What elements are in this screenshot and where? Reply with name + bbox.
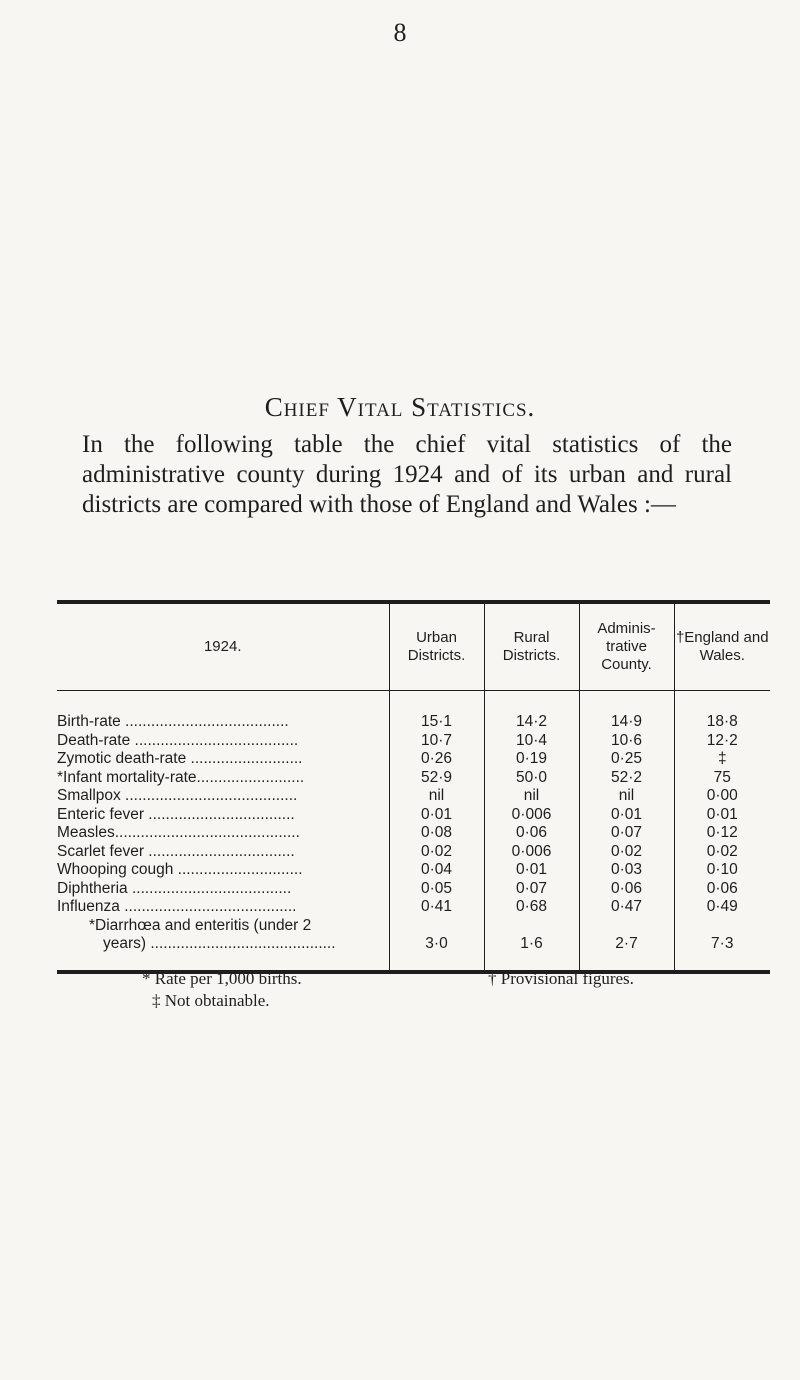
row-value: 10·4: [484, 732, 579, 751]
row-value: 0·08: [389, 824, 484, 843]
row-value: 10·6: [579, 732, 674, 751]
row-value: 18·8: [674, 713, 770, 732]
row-value: 0·03: [579, 861, 674, 880]
row-value: nil: [579, 787, 674, 806]
row-label: *Diarrhœa and enteritis (under 2: [89, 916, 312, 934]
row-value: 0·01: [579, 806, 674, 825]
table-row: [57, 806, 770, 825]
section-heading: Chief Vital Statistics.: [264, 392, 536, 422]
intro-paragraph: In the following table the chief vital statistics of the administrative county during 1924 and of its urban and rural districts are compared with those of England and Wales :—: [82, 431, 732, 518]
row-value: 0·01: [484, 861, 579, 880]
table-row: [57, 732, 770, 751]
row-value: 1·6: [484, 935, 579, 954]
row-value: nil: [389, 787, 484, 806]
footnote-not-obtainable: ‡ Not obtainable.: [152, 991, 270, 1010]
row-value: 12·2: [674, 732, 770, 751]
row-value: 0·25: [579, 750, 674, 769]
row-value: 0·07: [579, 824, 674, 843]
header-year: 1924.: [203, 638, 242, 655]
header-rural: Rural Districts.: [484, 604, 579, 690]
table-header-row: [57, 604, 770, 690]
row-value: 0·07: [484, 880, 579, 899]
row-label: Death-rate ......................................: [57, 731, 299, 749]
row-value: 0·12: [674, 824, 770, 843]
row-value: 0·02: [579, 843, 674, 862]
row-value: 0·04: [389, 861, 484, 880]
row-label: Enteric fever ..................................: [57, 805, 295, 823]
row-value: 15·1: [389, 713, 484, 732]
row-value: 0·01: [674, 806, 770, 825]
row-value: 0·05: [389, 880, 484, 899]
vital-statistics-table: [57, 600, 770, 974]
row-value: 50·0: [484, 769, 579, 788]
row-value: 75: [674, 769, 770, 788]
table-row: [57, 750, 770, 769]
row-value: ‡: [674, 750, 770, 769]
row-label: Smallpox ........................................: [57, 787, 298, 804]
row-value: 0·47: [579, 898, 674, 917]
table-row: [57, 787, 770, 806]
table-row: [57, 917, 770, 936]
row-label: Scarlet fever ..................................: [57, 842, 295, 860]
row-value: 0·02: [389, 843, 484, 862]
row-value: 0·06: [674, 880, 770, 899]
row-label-continued: years) ...........................................: [103, 935, 336, 952]
row-label: Measles...........................................: [57, 824, 300, 841]
row-value: 10·7: [389, 732, 484, 751]
row-label: Influenza ........................................: [57, 898, 297, 915]
row-label: Birth-rate ......................................: [57, 713, 289, 730]
table-row: [57, 843, 770, 862]
row-value: 52·9: [389, 769, 484, 788]
row-value: 52·2: [579, 769, 674, 788]
row-value: 0·68: [484, 898, 579, 917]
row-value: 14·9: [579, 713, 674, 732]
row-value: 3·0: [389, 935, 484, 954]
header-county: Adminis-trative County.: [579, 604, 674, 690]
row-value: 0·02: [674, 843, 770, 862]
row-label: Diphtheria .....................................: [57, 879, 292, 897]
row-value: 0·006: [484, 806, 579, 825]
footnote-rate: * Rate per 1,000 births.: [142, 969, 302, 988]
header-england-wales: †England and Wales.: [674, 604, 770, 690]
row-value: 0·26: [389, 750, 484, 769]
row-value: 7·3: [674, 935, 770, 954]
row-label: Zymotic death-rate ..........................: [57, 750, 303, 767]
row-value: 2·7: [579, 935, 674, 954]
row-value: 0·06: [579, 880, 674, 899]
table-row: [57, 713, 770, 732]
header-urban: Urban Districts.: [389, 604, 484, 690]
row-value: 0·19: [484, 750, 579, 769]
footnote-provisional: † Provisional figures.: [488, 969, 634, 988]
row-value: 0·00: [674, 787, 770, 806]
row-value: 0·10: [674, 861, 770, 880]
table-row: [57, 769, 770, 788]
table-row: [57, 935, 770, 954]
row-label: Whooping cough .............................: [57, 861, 303, 878]
row-value: 0·01: [389, 806, 484, 825]
table-row: [57, 861, 770, 880]
row-label: *Infant mortality-rate.........................: [57, 768, 305, 786]
row-value: nil: [484, 787, 579, 806]
page-number: 8: [393, 18, 407, 47]
row-value: 14·2: [484, 713, 579, 732]
table-row: [57, 824, 770, 843]
row-value: 0·006: [484, 843, 579, 862]
table-row: [57, 880, 770, 899]
table-row: [57, 898, 770, 917]
row-value: 0·49: [674, 898, 770, 917]
row-value: 0·06: [484, 824, 579, 843]
row-value: 0·41: [389, 898, 484, 917]
